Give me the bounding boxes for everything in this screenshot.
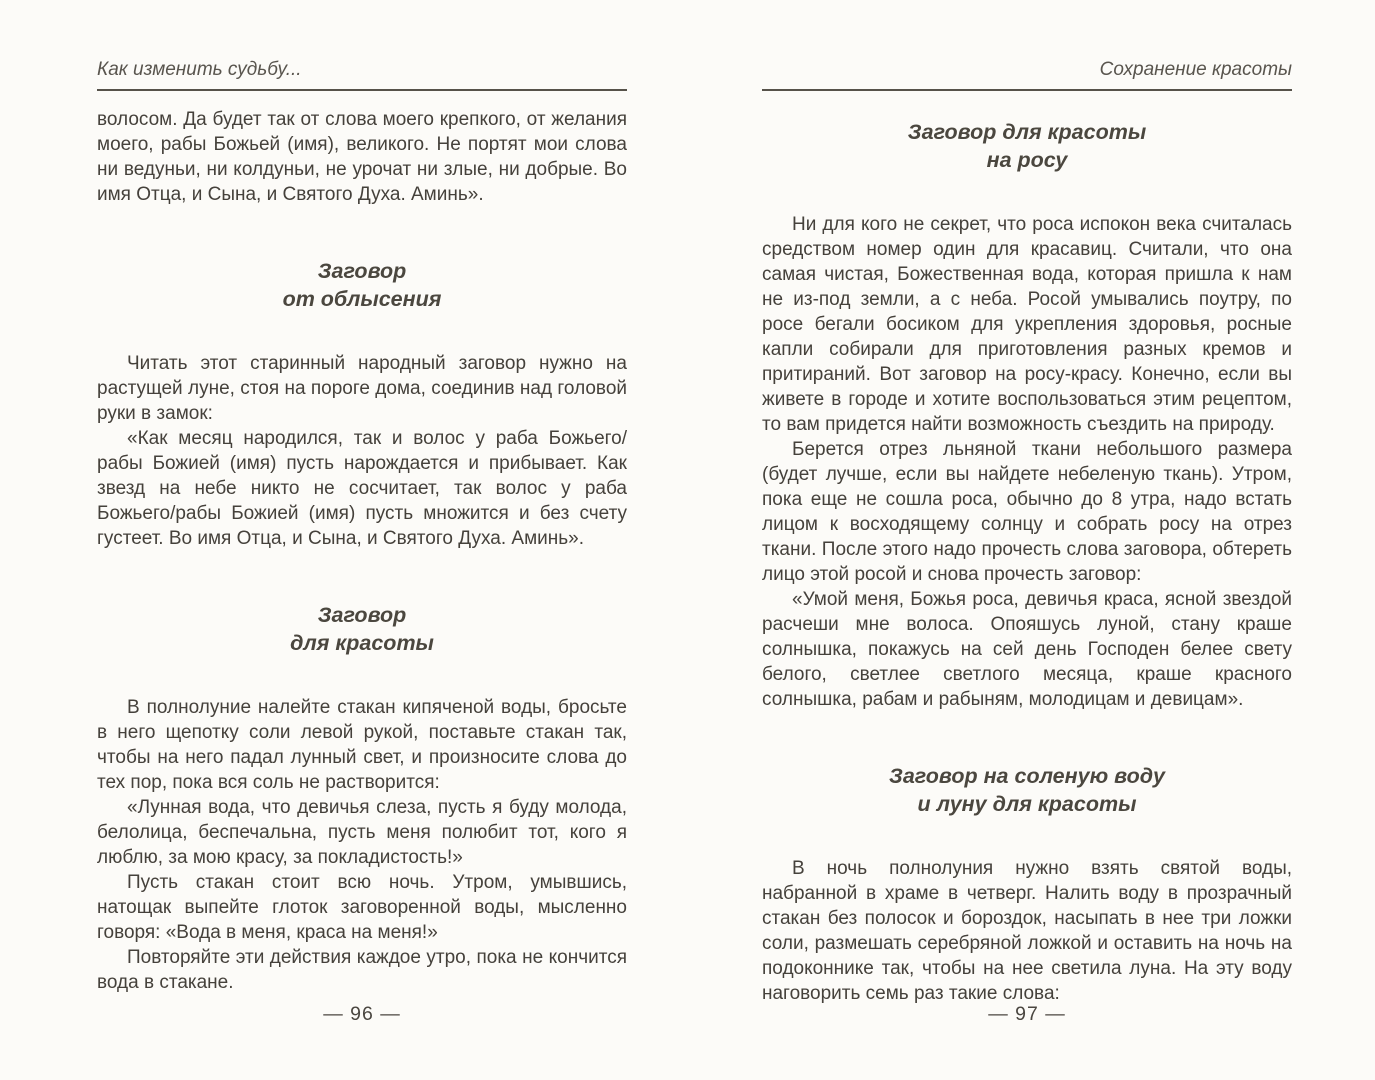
section-heading [762, 762, 1292, 818]
section-heading-line: для красоты [290, 631, 434, 655]
body-paragraph: Читать этот старинный народный заговор нужно на растущей луне, стоя на пороге дома, соединив над головой руки в замок: [97, 353, 627, 424]
body-paragraph: «Как месяц народился, так и волос у раба Божьего/рабы Божией (имя) пусть нарождается и прибывает. Как звезд на небе никто не сосчитает, так волос у раба Божьего/рабы Божией (имя) пусть множится и без счету густеет. Во имя Отца, и Сына, и Святого Духа. Аминь». [97, 428, 627, 549]
page-number-97: — 97 — [988, 1003, 1066, 1025]
body-paragraph: Ни для кого не секрет, что роса испокон века считалась средством номер один для красавиц. Считали, что она самая чистая, Божественная вода, которая пришла к нам не из-под земли, а с неба. Росой умывались поутру, по росе бегали босиком для укрепления здоровья, росные капли собирали для приготовления разных кремов и притираний. Вот заговор на росу-красу. Конечно, если вы живете в городе и хотите воспользоваться этим рецептом, то вам придется найти возможность съездить на природу. [762, 214, 1292, 435]
section-heading [762, 118, 1292, 174]
body-paragraph: Повторяйте эти действия каждое утро, пока не кончится вода в стакане. [97, 947, 627, 993]
body-paragraph: В полнолуние налейте стакан кипяченой воды, бросьте в него щепотку соли левой рукой, поставьте стакан так, чтобы на него падал лунный свет, и произносите слова до тех пор, пока вся соль не растворится: [97, 697, 627, 793]
page-number-96: — 96 — [323, 1003, 401, 1025]
body-paragraph: Пусть стакан стоит всю ночь. Утром, умывшись, натощак выпейте глоток заговоренной воды, мысленно говоря: «Вода в меня, краса на меня!» [97, 872, 627, 943]
section-heading-line: Заговор [317, 603, 407, 627]
page-96 [97, 0, 627, 1080]
section-heading [97, 601, 627, 657]
body-paragraph: волосом. Да будет так от слова моего крепкого, от желания моего, рабы Божьей (имя), великого. Не портят мои слова ни ведуньи, ни колдуньи, не урочат ни злые, ни добрые. Во имя Отца, и Сына, и Святого Духа. Аминь». [97, 109, 627, 205]
running-head-right: Сохранение красоты [762, 58, 1292, 91]
body-paragraph: В ночь полнолуния нужно взять святой воды, набранной в храме в четверг. Налить воду в прозрачный стакан без полосок и бороздок, насыпать в нее три ложки соли, размешать серебряной ложкой и оставить на ночь на подоконнике так, чтобы на нее светила луна. На эту воду наговорить семь раз такие слова: [762, 858, 1292, 1004]
body-paragraph: Берется отрез льняной ткани небольшого размера (будет лучше, если вы найдете небеленую ткань). Утром, пока еще не сошла роса, обычно до 8 утра, надо встать лицом к восходящему солнцу и собрать росу на отрез ткани. После этого надо прочесть слова заговора, обтереть лицо этой росой и снова прочесть заговор: [762, 439, 1292, 585]
body-paragraph: «Умой меня, Божья роса, девичья краса, ясной звездой расчеши мне волоса. Опояшусь луной, стану краше солнышка, покажусь на сей день Господен белее свету белого, светлее светлого месяца, краше красного солнышка, рабам и рабыням, молодицам и девицам». [762, 589, 1292, 710]
page-97 [762, 0, 1292, 1080]
running-head-left: Как изменить судьбу... [97, 58, 627, 91]
section-heading-line: Заговор на соленую воду [889, 764, 1165, 788]
section-heading-line: от облысения [282, 287, 442, 311]
page-96-content [97, 107, 627, 995]
section-heading [97, 257, 627, 313]
page-97-content [762, 107, 1292, 1006]
section-heading-line: Заговор [317, 259, 407, 283]
section-heading-line: Заговор для красоты [907, 120, 1147, 144]
body-paragraph: «Лунная вода, что девичья слеза, пусть я буду молода, белолица, беспечальна, пусть меня полюбит тот, кого я люблю, за мою красу, за покладистость!» [97, 797, 627, 868]
section-heading-line: на росу [986, 148, 1068, 172]
section-heading-line: и луну для красоты [917, 792, 1137, 816]
